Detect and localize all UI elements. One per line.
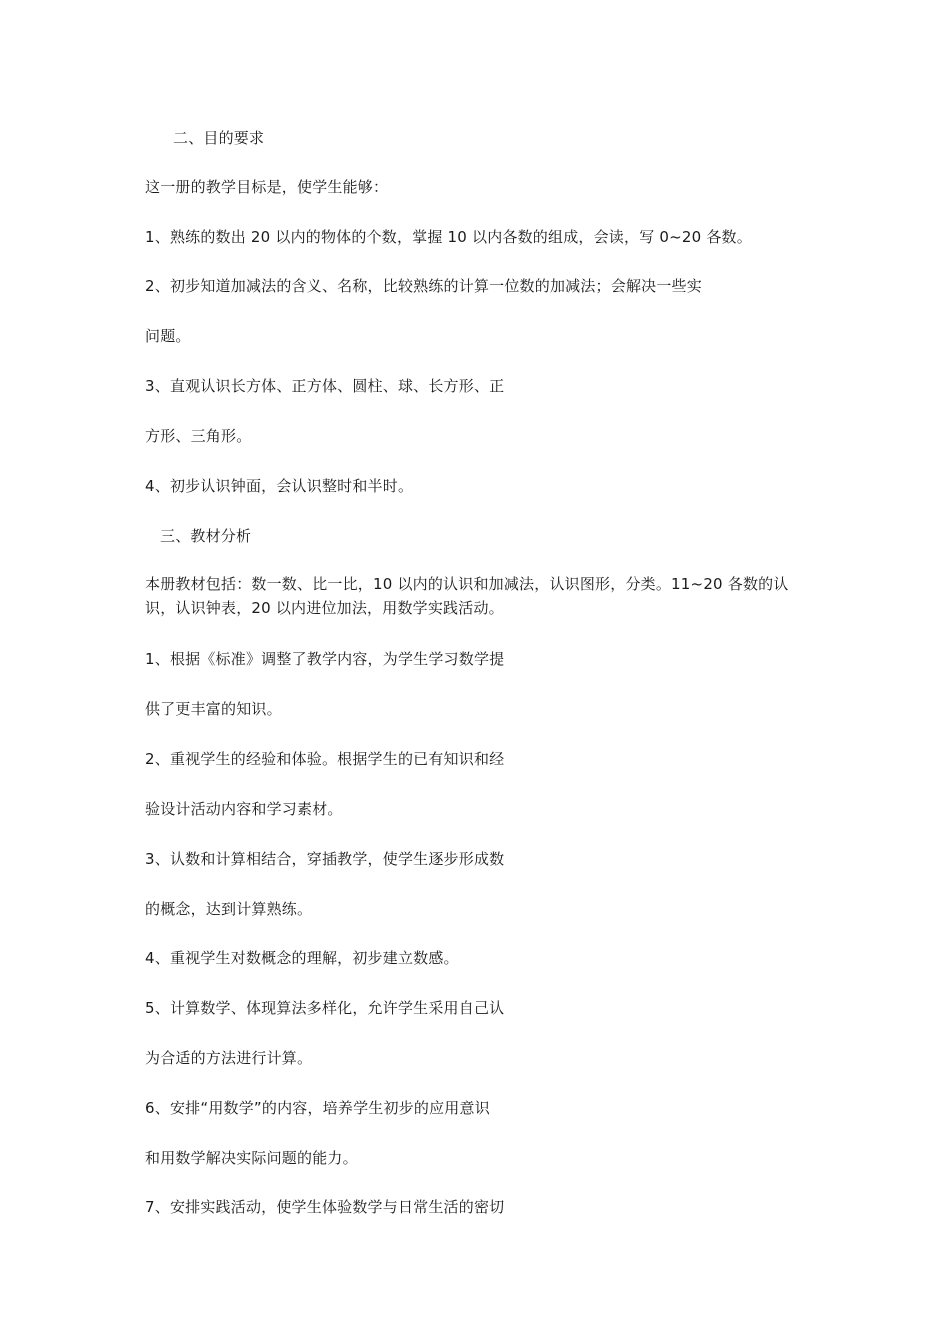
point-6-line-2: 和用数学解决实际问题的能力。: [145, 1149, 358, 1167]
goal-2-line-1: 2、初步知道加减法的含义、名称，比较熟练的计算一位数的加减法；会解决一些实: [145, 277, 702, 295]
point-3-line-2: 的概念，达到计算熟练。: [145, 900, 313, 918]
point-5-line-2: 为合适的方法进行计算。: [145, 1049, 313, 1067]
point-2-line-2: 验设计活动内容和学习素材。: [145, 800, 343, 818]
goals-intro: 这一册的教学目标是，使学生能够：: [145, 178, 389, 196]
point-4: 4、重视学生对数概念的理解，初步建立数感。: [145, 949, 459, 967]
goal-2-line-2: 问题。: [145, 327, 191, 345]
point-3-line-1: 3、认数和计算相结合，穿插教学，使学生逐步形成数: [145, 850, 505, 868]
goal-3-line-2: 方形、三角形。: [145, 427, 252, 445]
point-7-line-1: 7、安排实践活动，使学生体验数学与日常生活的密切: [145, 1198, 505, 1216]
heading-goals: 二、目的要求: [173, 129, 265, 147]
point-2-line-1: 2、重视学生的经验和体验。根据学生的已有知识和经: [145, 750, 505, 768]
analysis-intro: 本册教材包括：数一数、比一比，10 以内的认识和加减法，认识图形，分类。11~20 各数的认识，认识钟表，20 以内进位加法，用数学实践活动。: [145, 575, 789, 617]
point-5-line-1: 5、计算数学、体现算法多样化，允许学生采用自己认: [145, 999, 505, 1017]
point-6-line-1: 6、安排“用数学”的内容，培养学生初步的应用意识: [145, 1099, 490, 1117]
point-1-line-1: 1、根据《标准》调整了教学内容，为学生学习数学提: [145, 650, 505, 668]
goal-1: 1、熟练的数出 20 以内的物体的个数，掌握 10 以内各数的组成，会读，写 0~20 各数。: [145, 228, 752, 246]
goal-3-line-1: 3、直观认识长方体、正方体、圆柱、球、长方形、正: [145, 377, 505, 395]
point-1-line-2: 供了更丰富的知识。: [145, 700, 282, 718]
heading-analysis: 三、教材分析: [160, 527, 252, 545]
goal-4: 4、初步认识钟面，会认识整时和半时。: [145, 477, 414, 495]
